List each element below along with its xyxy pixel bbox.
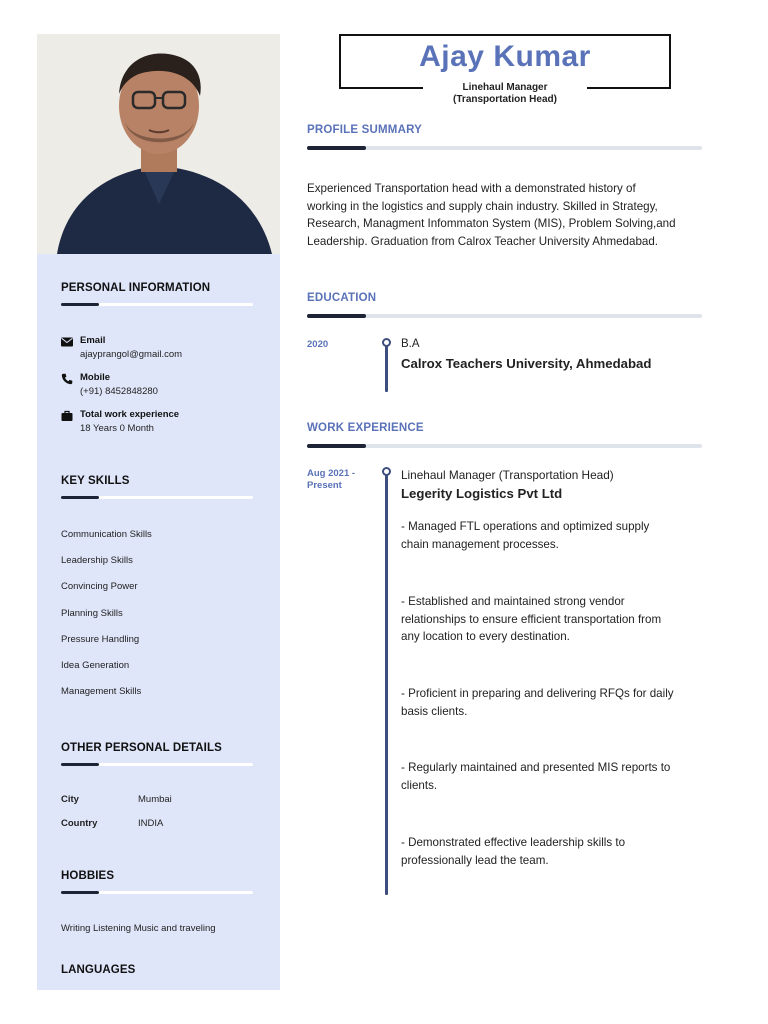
bullet-line: any location to every destination. xyxy=(401,630,570,644)
section-divider xyxy=(61,303,253,306)
experience-row xyxy=(61,409,179,434)
skill-item: Planning Skills xyxy=(61,608,123,619)
key-skills-heading: KEY SKILLS xyxy=(61,475,130,487)
city-value: Mumbai xyxy=(138,794,172,805)
profile-summary-text xyxy=(307,180,705,250)
skill-item: Idea Generation xyxy=(61,660,130,671)
skill-item: Management Skills xyxy=(61,686,142,697)
summary-line: Research, Managment Infommaton System (MIS), Problem Solving,and xyxy=(307,217,676,231)
mobile-row xyxy=(61,372,158,397)
responsibility-item xyxy=(401,759,701,794)
skill-item: Pressure Handling xyxy=(61,634,140,645)
bullet-line: relationships to ensure efficient transportation from xyxy=(401,612,662,626)
email-label: Email xyxy=(80,335,106,346)
hobbies-section xyxy=(61,870,253,894)
bullet-line: - Regularly maintained and presented MIS reports to xyxy=(401,761,671,774)
languages-section xyxy=(61,964,253,976)
section-divider xyxy=(307,146,702,150)
summary-line: working in the logistics and supply chain industry. Skilled in Strategy, xyxy=(307,199,658,213)
profile-photo xyxy=(37,34,280,254)
personal-information-section xyxy=(61,282,253,306)
bullet-line: - Managed FTL operations and optimized supply xyxy=(401,520,650,533)
languages-heading: LANGUAGES xyxy=(61,964,136,976)
summary-line: Experienced Transportation head with a demonstrated history of xyxy=(307,182,636,195)
education-degree: B.A xyxy=(401,338,420,350)
person-portrait xyxy=(37,34,280,254)
name-frame-bottom-left xyxy=(339,87,423,89)
profile-summary-heading: PROFILE SUMMARY xyxy=(307,124,423,136)
work-date xyxy=(307,468,355,492)
section-divider xyxy=(61,763,253,766)
name-frame-bottom-right xyxy=(587,87,671,89)
responsibility-item xyxy=(401,685,701,720)
work-timeline-line xyxy=(385,472,388,895)
skill-item: Leadership Skills xyxy=(61,555,133,566)
section-divider xyxy=(307,444,702,448)
summary-line: Leadership. Graduation from Calrox Teacher University Ahmedabad. xyxy=(307,234,659,248)
skill-item: Communication Skills xyxy=(61,529,152,540)
hobbies-heading: HOBBIES xyxy=(61,870,115,882)
role-line-1: Linehaul Manager xyxy=(462,82,548,93)
email-row xyxy=(61,335,182,360)
education-heading: EDUCATION xyxy=(307,292,377,304)
envelope-icon xyxy=(61,336,73,348)
work-date-start: Aug 2021 - xyxy=(307,468,356,479)
company-name: Legerity Logistics Pvt Ltd xyxy=(401,486,563,501)
role-line-2: (Transportation Head) xyxy=(453,94,557,105)
education-timeline-line xyxy=(385,342,388,392)
candidate-name: Ajay Kumar xyxy=(419,40,591,73)
phone-icon xyxy=(61,373,73,385)
candidate-role xyxy=(423,82,587,106)
bullet-line: chain management processes. xyxy=(401,537,559,551)
personal-information-heading: PERSONAL INFORMATION xyxy=(61,282,211,294)
sidebar xyxy=(37,254,280,990)
hobbies-text: Writing Listening Music and traveling xyxy=(61,923,216,934)
responsibility-item xyxy=(401,593,701,646)
bullet-line: - Established and maintained strong vendor xyxy=(401,595,625,608)
section-divider xyxy=(61,891,253,894)
bullet-line: basis clients. xyxy=(401,704,468,718)
bullet-line: professionally lead the team. xyxy=(401,853,549,867)
mobile-value: (+91) 8452848280 xyxy=(80,386,158,397)
city-label: City xyxy=(61,794,79,805)
key-skills-section xyxy=(61,475,253,499)
experience-value: 18 Years 0 Month xyxy=(80,423,154,434)
responsibility-item xyxy=(401,834,701,869)
section-divider xyxy=(61,496,253,499)
education-university: Calrox Teachers University, Ahmedabad xyxy=(401,356,652,371)
bullet-line: - Proficient in preparing and delivering RFQs for daily xyxy=(401,687,674,700)
work-date-end: Present xyxy=(307,480,342,491)
timeline-dot xyxy=(382,338,391,347)
timeline-dot xyxy=(382,467,391,476)
briefcase-icon xyxy=(61,410,73,422)
skill-item: Convincing Power xyxy=(61,581,138,592)
job-title: Linehaul Manager (Transportation Head) xyxy=(401,468,614,482)
other-details-heading: OTHER PERSONAL DETAILS xyxy=(61,742,222,754)
country-label: Country xyxy=(61,818,98,829)
education-year: 2020 xyxy=(307,339,329,350)
section-divider xyxy=(307,314,702,318)
email-value: ajayprangol@gmail.com xyxy=(80,349,183,360)
mobile-label: Mobile xyxy=(80,372,111,383)
experience-label: Total work experience xyxy=(80,409,180,420)
work-experience-heading: WORK EXPERIENCE xyxy=(307,422,424,434)
bullet-line: clients. xyxy=(401,778,438,792)
responsibility-item xyxy=(401,518,701,553)
bullet-line: - Demonstrated effective leadership skills to xyxy=(401,836,626,849)
other-details-section xyxy=(61,742,253,766)
country-value: INDIA xyxy=(138,818,164,829)
